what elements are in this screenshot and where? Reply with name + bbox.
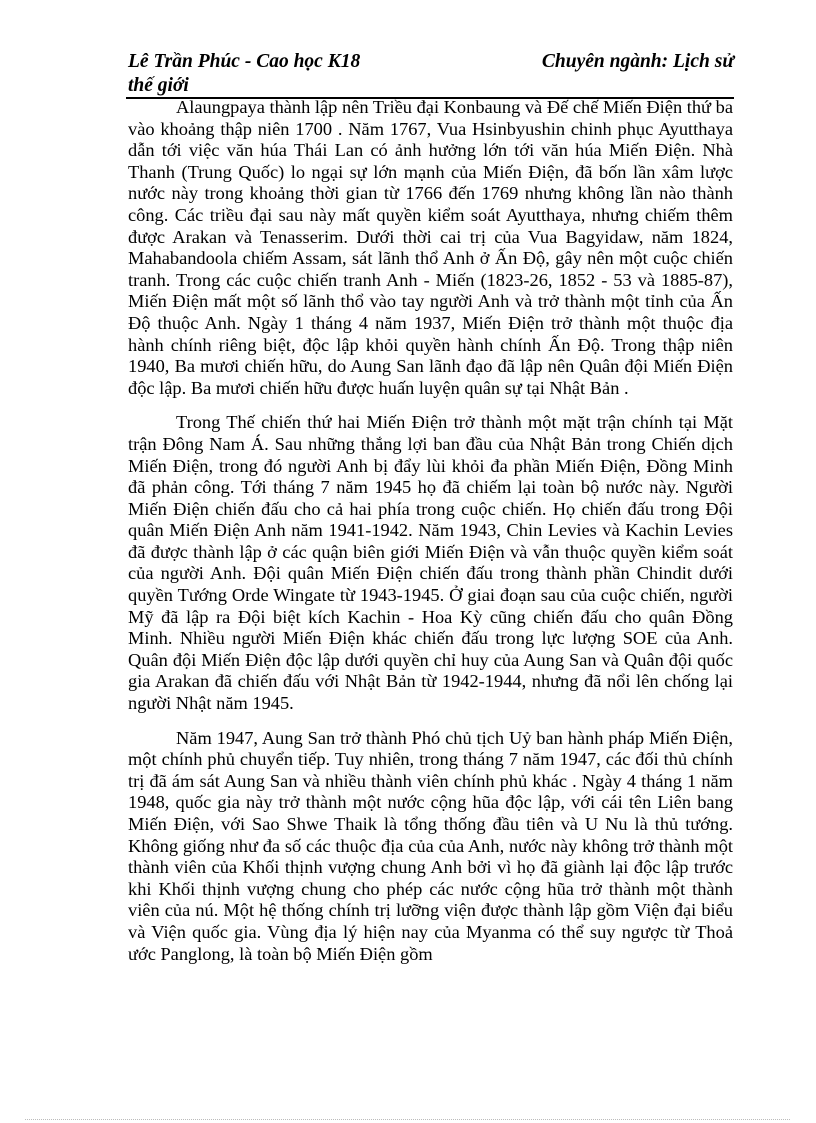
document-body	[128, 97, 733, 978]
paragraph: Năm 1947, Aung San trở thành Phó chủ tịch Uỷ ban hành pháp Miến Điện, một chính phủ chuyển tiếp. Tuy nhiên, trong tháng 7 năm 1947, các đối thủ chính trị đã ám sát Aung San và nhiều thành viên chính phủ khác . Ngày 4 tháng 1 năm 1948, quốc gia này trở thành một nước cộng hũa độc lập, với cái tên Liên bang Miến Điện, với Sao Shwe Thaik là tổng thống đầu tiên và U Nu là thủ tướng. Không giống như đa số các thuộc địa của của Anh, nước này không trở thành một thành viên của Khối thịnh vượng chung Anh bởi vì họ đã giành lại độc lập trước khi Khối thịnh vượng chung cho phép các nước cộng hũa trở thành một thành viên của nú. Một hệ thống chính trị lưỡng viện được thành lập gồm Viện đại biểu và Viện quốc gia. Vùng địa lý hiện nay của Myanma có thể suy ngược từ Thoả ước Panglong, là toàn bộ Miến Điện gồm	[128, 727, 733, 964]
header-major: Chuyên ngành: Lịch sử	[541, 51, 734, 72]
page-header	[128, 50, 734, 98]
paragraph: Alaungpaya thành lập nên Triều đại Konbaung và Đế chế Miến Điện thứ ba vào khoảng thập niên 1700 . Năm 1767, Vua Hsinbyushin chinh phục Ayutthaya dẫn tới việc văn húa Thái Lan có ảnh hưởng lớn tới văn húa Miến Điện. Nhà Thanh (Trung Quốc) lo ngại sự lớn mạnh của Miến Điện, đã bốn lần xâm lược nước này trong khoảng thời gian từ 1766 đến 1769 nhưng không lần nào thành công. Các triều đại sau này mất quyền kiểm soát Ayutthaya, nhưng chiếm thêm được Arakan và Tenasserim. Dưới thời cai trị của Vua Bagyidaw, năm 1824, Mahabandoola chiếm Assam, sát lãnh thổ Anh ở Ấn Độ, gây nên một cuộc chiến tranh. Trong các cuộc chiến tranh Anh - Miến (1823-26, 1852 - 53 và 1885-87), Miến Điện mất một số lãnh thổ vào tay người Anh và trở thành một tỉnh của Ấn Độ thuộc Anh. Ngày 1 tháng 4 năm 1937, Miến Điện trở thành một thuộc địa hành chính riêng biệt, độc lập khỏi quyền hành chính Ấn Độ. Trong thập niên 1940, Ba mươi chiến hữu, do Aung San lãnh đạo đã lập nên Quân đội Miến Điện độc lập. Ba mươi chiến hữu được huấn luyện quân sự tại Nhật Bản .	[128, 97, 733, 398]
paragraph: Trong Thế chiến thứ hai Miến Điện trở thành một mặt trận chính tại Mặt trận Đông Nam Á. Sau những thắng lợi ban đầu của Nhật Bản trong Chiến dịch Miến Điện, trong đó người Anh bị đẩy lùi khỏi đa phần Miến Điện, Đồng Minh đã phản công. Tới tháng 7 năm 1945 họ đã chiếm lại toàn bộ nước này. Người Miến Điện chiến đấu cho cả hai phía trong cuộc chiến. Họ chiến đấu trong Đội quân Miến Điện Anh năm 1941-1942. Năm 1943, Chin Levies và Kachin Levies đã được thành lập ở các quận biên giới Miến Điện và vẫn thuộc quyền kiểm soát của người Anh. Đội quân Miến Điện chiến đấu trong thành phần Chindit dưới quyền Tướng Orde Wingate từ 1943-1945. Ở giai đoạn sau của cuộc chiến, người Mỹ đã lập ra Đội biệt kích Kachin - Hoa Kỳ cũng chiến đấu cho quân Đồng Minh. Nhiều người Miến Điện khác chiến đấu trong lực lượng SOE của Anh. Quân đội Miến Điện độc lập dưới quyền chỉ huy của Aung San và Quân đội quốc gia Arakan đã chiến đấu với Nhật Bản từ 1942-1944, nhưng đã nổi lên chống lại người Nhật năm 1945.	[128, 412, 733, 714]
header-author: Lê Trần Phúc - Cao học K18	[128, 51, 361, 72]
page-bottom-border	[25, 1119, 790, 1120]
header-major-continued: thế giới	[128, 75, 189, 96]
